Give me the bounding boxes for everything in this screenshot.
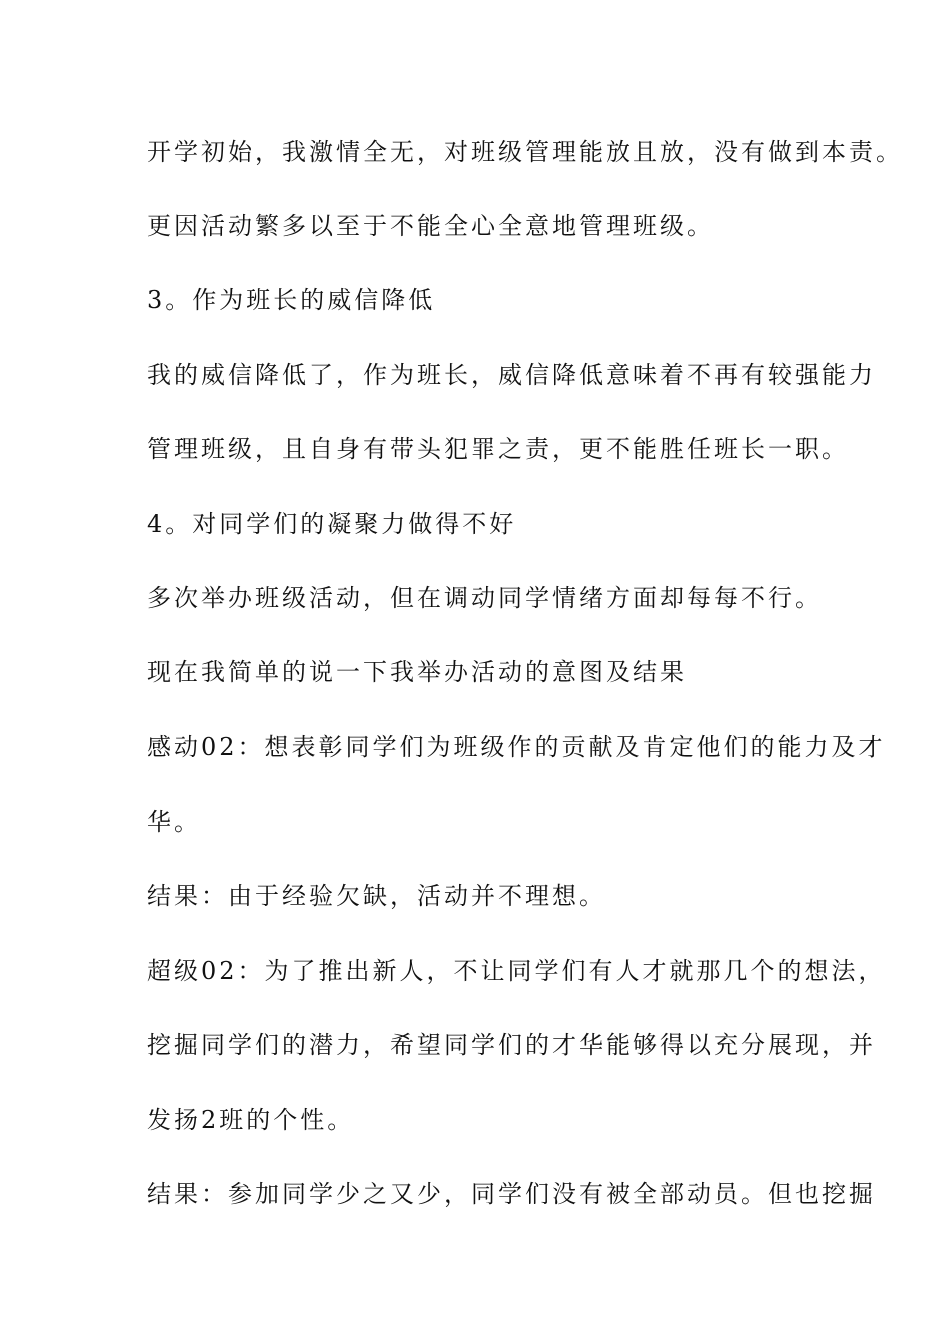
body-text-line: 超级02：为了推出新人，不让同学们有人才就那几个的想法， [147, 957, 886, 985]
body-text-line: 管理班级，且自身有带头犯罪之责，更不能胜任班长一职。 [147, 435, 849, 463]
body-text-line: 感动02：想表彰同学们为班级作的贡献及肯定他们的能力及才 [147, 733, 886, 761]
body-text-line: 华。 [147, 808, 201, 836]
section-heading: 4。对同学们的凝聚力做得不好 [147, 510, 517, 538]
body-text-line: 现在我简单的说一下我举办活动的意图及结果 [147, 658, 687, 686]
body-text-line: 结果：由于经验欠缺，活动并不理想。 [147, 882, 606, 910]
section-heading: 3。作为班长的威信降低 [147, 286, 436, 314]
body-text-line: 更因活动繁多以至于不能全心全意地管理班级。 [147, 212, 714, 240]
body-text-line: 开学初始，我激情全无，对班级管理能放且放，没有做到本责。 [147, 138, 903, 166]
body-text-line: 发扬2班的个性。 [147, 1106, 355, 1134]
body-text-line: 结果：参加同学少之又少，同学们没有被全部动员。但也挖掘 [147, 1180, 876, 1208]
body-text-line: 我的威信降低了，作为班长，威信降低意味着不再有较强能力 [147, 361, 876, 389]
body-text-line: 挖掘同学们的潜力，希望同学们的才华能够得以充分展现，并 [147, 1031, 876, 1059]
body-text-line: 多次举办班级活动，但在调动同学情绪方面却每每不行。 [147, 584, 822, 612]
